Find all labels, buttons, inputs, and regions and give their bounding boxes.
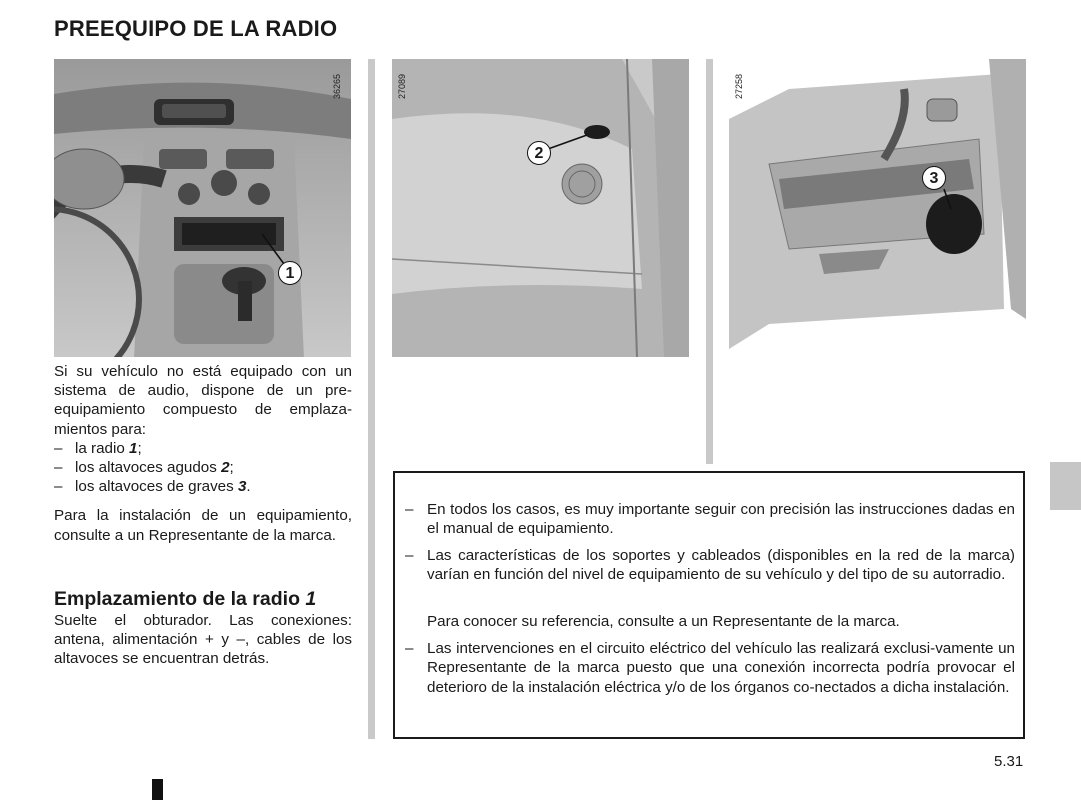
list-item: – la radio 1; <box>54 439 142 457</box>
list-item: – los altavoces de graves 3. <box>54 478 251 496</box>
print-marker <box>152 779 163 800</box>
door-speaker-photo <box>729 59 1026 357</box>
list-item: – los altavoces agudos 2; <box>54 459 234 477</box>
info-box <box>393 471 1025 739</box>
page-number: 5.31 <box>994 753 1024 770</box>
tweeter-photo <box>392 59 689 357</box>
info-subnote: Para conocer su referencia, consulte a un Representante de la marca. <box>427 613 900 630</box>
section-heading: Emplazamiento de la radio 1 <box>54 588 317 610</box>
column-divider-1 <box>368 59 375 739</box>
figure-ref-2: 27089 <box>397 73 407 99</box>
intro-note: Para la instalación de un equipamiento, consulte a un Representante de la marca. <box>54 507 352 544</box>
section-text: Suelte el obturador. Las conexiones: antena, alimentación + y –, cables de los altavoces se encuentran detrás. <box>54 612 352 668</box>
info-item: – En todos los casos, es muy importante seguir con precisión las instrucciones dadas en el manual de equipamiento. <box>405 501 1015 538</box>
figure-ref-3: 27258 <box>734 73 744 99</box>
page-title: PREEQUIPO DE LA RADIO <box>54 16 338 41</box>
callout-2: 2 <box>527 141 551 165</box>
info-item: – Las características de los soportes y cableados (disponibles en la red de la marca) varían en función del nivel de equipamiento de su vehículo y del tipo de su autorradio. <box>405 547 1015 584</box>
column-divider-2 <box>706 59 713 464</box>
info-item: – Las intervenciones en el circuito eléctrico del vehículo las realizará exclusi-vamente un Representante de la marca puesto que una conexión incorrecta podría provocar el deterioro de la instalación eléctrica y/o de los órganos co-nectados a dicha instalación. <box>405 640 1015 696</box>
callout-1: 1 <box>278 261 302 285</box>
intro-paragraph: Si su vehículo no está equipado con un sistema de audio, dispone de un pre-equipamiento compuesto de emplaza-mientos para: <box>54 363 352 438</box>
callout-3: 3 <box>922 166 946 190</box>
figure-ref-1: 36265 <box>332 73 342 99</box>
chapter-tab <box>1050 462 1081 510</box>
intro-text <box>54 362 352 545</box>
dashboard-photo <box>54 59 351 357</box>
